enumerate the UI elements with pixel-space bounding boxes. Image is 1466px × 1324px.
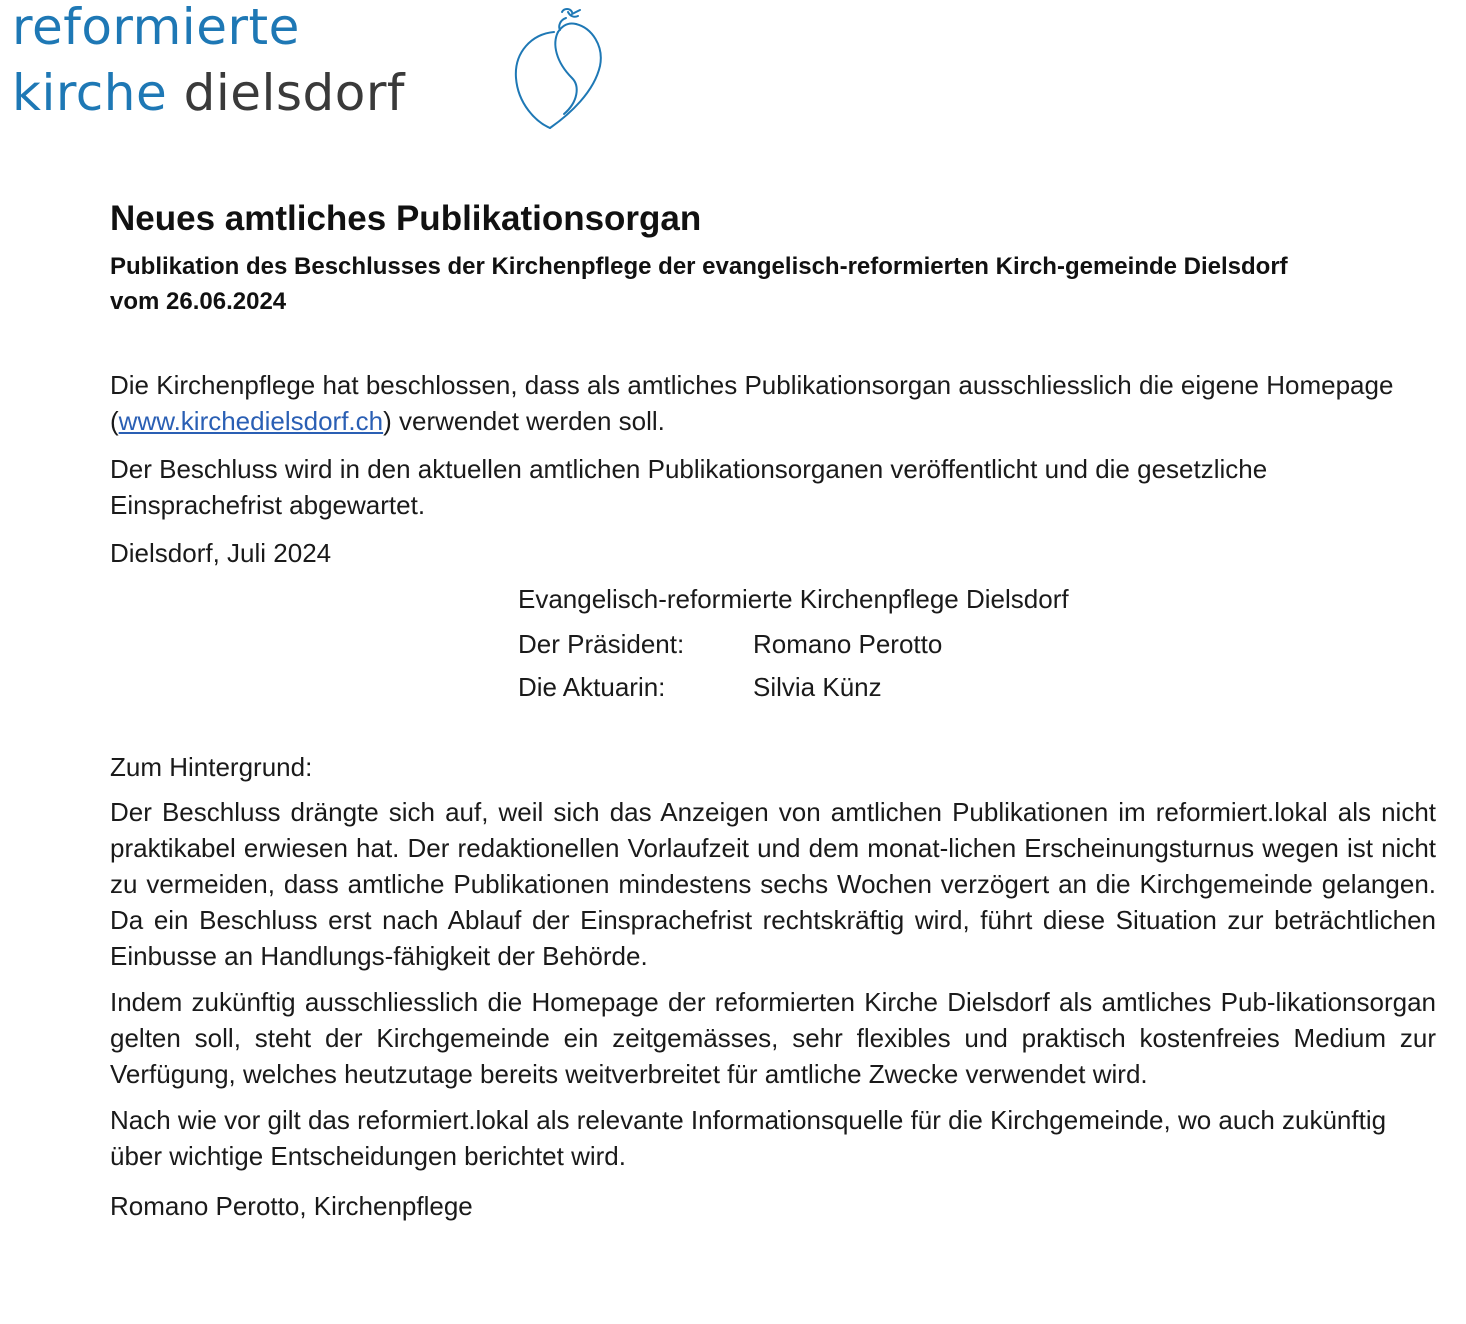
signature-president: [518, 626, 1436, 662]
background-paragraph-2: Indem zukünftig ausschliesslich die Homepage der reformierten Kirche Dielsdorf als amtliches Pub-likationsorgan gelten soll, steht der Kirchgemeinde ein zeitgemässes, sehr flexibles und praktisch kostenfreies Medium zur Verfügung, welches heutzutage bereits weitverbreitet für amtliche Zwecke verwendet wird.: [110, 987, 1436, 1089]
closing-signature: Romano Perotto, Kirchenpflege: [110, 1191, 473, 1221]
president-name: Romano Perotto: [753, 629, 943, 659]
document-subtitle: Publikation des Beschlusses der Kirchenpflege der evangelisch-reformierten Kirch-gemeinde Dielsdorf vom 26.06.2024: [110, 253, 1288, 315]
paragraph-decision-text-2: ) verwendet werden soll.: [383, 406, 665, 436]
president-role: Der Präsident:: [518, 629, 685, 659]
signature-block: [518, 581, 1436, 705]
logo-line-1: [12, 0, 405, 60]
document-title: Neues amtliches Publikationsorgan: [110, 199, 702, 238]
background-heading: Zum Hintergrund:: [110, 752, 313, 782]
signature-org-name: Evangelisch-reformierte Kirchenpflege Dielsdorf: [518, 584, 1069, 614]
logo-wordmark: [12, 0, 405, 126]
logo-word-dielsdorf: dielsdorf: [183, 64, 405, 122]
secretary-name: Silvia Künz: [753, 672, 882, 702]
document-body: [110, 197, 1436, 1224]
homepage-link[interactable]: www.kirchedielsdorf.ch: [118, 406, 384, 436]
logo-word-kirche: kirche: [12, 64, 168, 122]
church-bird-logo-icon: [492, 4, 622, 134]
logo-line-2: [12, 60, 405, 126]
paragraph-decision-text-1: Die Kirchenpflege hat beschlossen, dass als amtliches Publikationsorgan ausschliesslich die eigene Homepage (: [110, 370, 1394, 436]
logo-word-reformierte: reformierte: [12, 0, 300, 56]
paragraph-decision: [110, 367, 1436, 439]
background-paragraph-3: Nach wie vor gilt das reformiert.lokal als relevante Informationsquelle für die Kirchgemeinde, wo auch zukünftig über wichtige Entscheidungen berichtet wird.: [110, 1105, 1387, 1171]
secretary-role: Die Aktuarin:: [518, 672, 666, 702]
paragraph-publication: Der Beschluss wird in den aktuellen amtlichen Publikationsorganen veröffentlicht und die gesetzliche Einsprachefrist abgewartet.: [110, 454, 1268, 520]
signature-secretary: [518, 669, 1436, 705]
signature-org: [518, 581, 1436, 617]
background-paragraph-1: Der Beschluss drängte sich auf, weil sich das Anzeigen von amtlichen Publikationen im reformiert.lokal als nicht praktikabel erwiesen hat. Der redaktionellen Vorlaufzeit und dem monat-lichen Erscheinungsturnus wegen ist nicht zu vermeiden, dass amtliche Publikationen mindestens sechs Wochen verzögert an die Kirchgemeinde gelangen. Da ein Beschluss erst nach Ablauf der Einsprachefrist rechtskräftig wird, führt diese Situation zur beträchtlichen Einbusse an Handlungs-fähigkeit der Behörde.: [110, 797, 1436, 971]
place-date: Dielsdorf, Juli 2024: [110, 538, 332, 568]
